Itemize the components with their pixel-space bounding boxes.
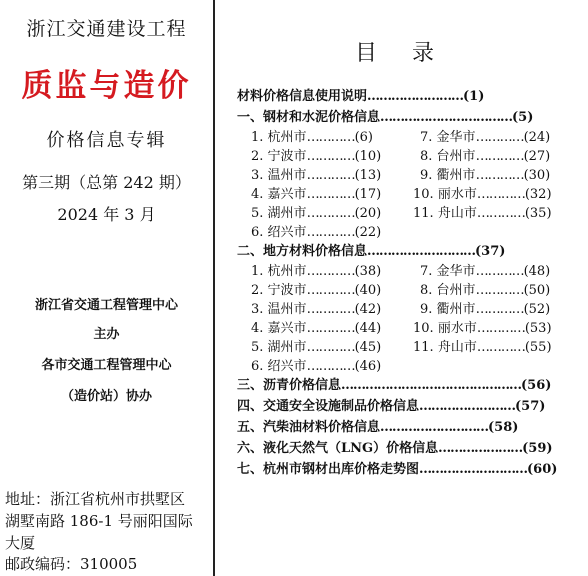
toc-item[interactable]: 9. 衢州市…………(30) — [420, 168, 551, 183]
toc-item[interactable]: 3. 温州市…………(13) — [251, 168, 382, 183]
issue-date: 2024 年 3 月 — [57, 205, 156, 224]
toc-section-3[interactable]: 三、沥青价格信息………………………………………(56) — [237, 378, 552, 393]
toc-item[interactable]: 9. 衢州市…………(52) — [420, 302, 551, 317]
toc-item[interactable]: 5. 湖州市…………(20) — [251, 206, 382, 221]
toc-item[interactable]: 4. 嘉兴市…………(17) — [251, 187, 382, 202]
toc-section-2[interactable]: 二、地方材料价格信息………………………(37) — [237, 244, 506, 259]
toc-item[interactable]: 1. 杭州市…………(6) — [251, 130, 373, 145]
organizer-role: 主办 — [93, 327, 120, 342]
toc-item[interactable]: 11. 舟山市…………(35) — [413, 206, 552, 221]
issue-number: 第三期（总第 242 期） — [22, 173, 191, 192]
toc-section-4[interactable]: 四、交通安全设施制品价格信息……………………(57) — [237, 399, 546, 414]
publication-title: 质监与造价 — [21, 68, 192, 104]
toc-section-1[interactable]: 一、钢材和水泥价格信息……………………………(5) — [237, 110, 534, 125]
co-organizer-role: （造价站）协办 — [60, 389, 152, 404]
toc-section-6[interactable]: 六、液化天然气（LNG）价格信息…………………(59) — [237, 441, 553, 456]
toc-item[interactable]: 10. 丽水市…………(32) — [413, 187, 552, 202]
co-organizer: 各市交通工程管理中心 — [41, 358, 172, 373]
address-line-1: 地址：浙江省杭州市拱墅区 — [5, 490, 186, 508]
publication-header: 浙江交通建设工程 — [26, 18, 187, 40]
toc-item[interactable]: 8. 台州市…………(27) — [420, 149, 551, 164]
toc-item[interactable]: 10. 丽水市…………(53) — [413, 321, 552, 336]
publication-subtitle: 价格信息专辑 — [46, 130, 167, 151]
toc-item[interactable]: 3. 温州市…………(42) — [251, 302, 382, 317]
toc-entry-intro[interactable]: 材料价格信息使用说明……………………(1) — [237, 89, 485, 104]
toc-item[interactable]: 7. 金华市…………(24) — [420, 130, 551, 145]
toc-item[interactable]: 6. 绍兴市…………(22) — [251, 225, 382, 240]
organizer: 浙江省交通工程管理中心 — [34, 298, 178, 313]
toc-item[interactable]: 1. 杭州市…………(38) — [251, 264, 382, 279]
toc-item[interactable]: 2. 宁波市…………(10) — [251, 149, 382, 164]
toc-item[interactable]: 11. 舟山市…………(55) — [413, 340, 552, 355]
table-of-contents — [215, 0, 588, 576]
toc-item[interactable]: 4. 嘉兴市…………(44) — [251, 321, 382, 336]
toc-item[interactable]: 5. 湖州市…………(45) — [251, 340, 382, 355]
toc-item[interactable]: 2. 宁波市…………(40) — [251, 283, 382, 298]
cover-panel — [0, 0, 213, 576]
postal-code: 邮政编码：310005 — [5, 555, 138, 573]
toc-section-5[interactable]: 五、汽柴油材料价格信息………………………(58) — [237, 420, 519, 435]
toc-item[interactable]: 8. 台州市…………(50) — [420, 283, 551, 298]
toc-item[interactable]: 6. 绍兴市…………(46) — [251, 359, 382, 374]
toc-title: 目 录 — [355, 41, 448, 66]
toc-section-7[interactable]: 七、杭州市钢材出库价格走势图………………………(60) — [237, 462, 558, 477]
toc-item[interactable]: 7. 金华市…………(48) — [420, 264, 551, 279]
address-line-3: 大厦 — [5, 534, 36, 552]
address-line-2: 湖墅南路 186-1 号丽阳国际 — [5, 512, 193, 530]
